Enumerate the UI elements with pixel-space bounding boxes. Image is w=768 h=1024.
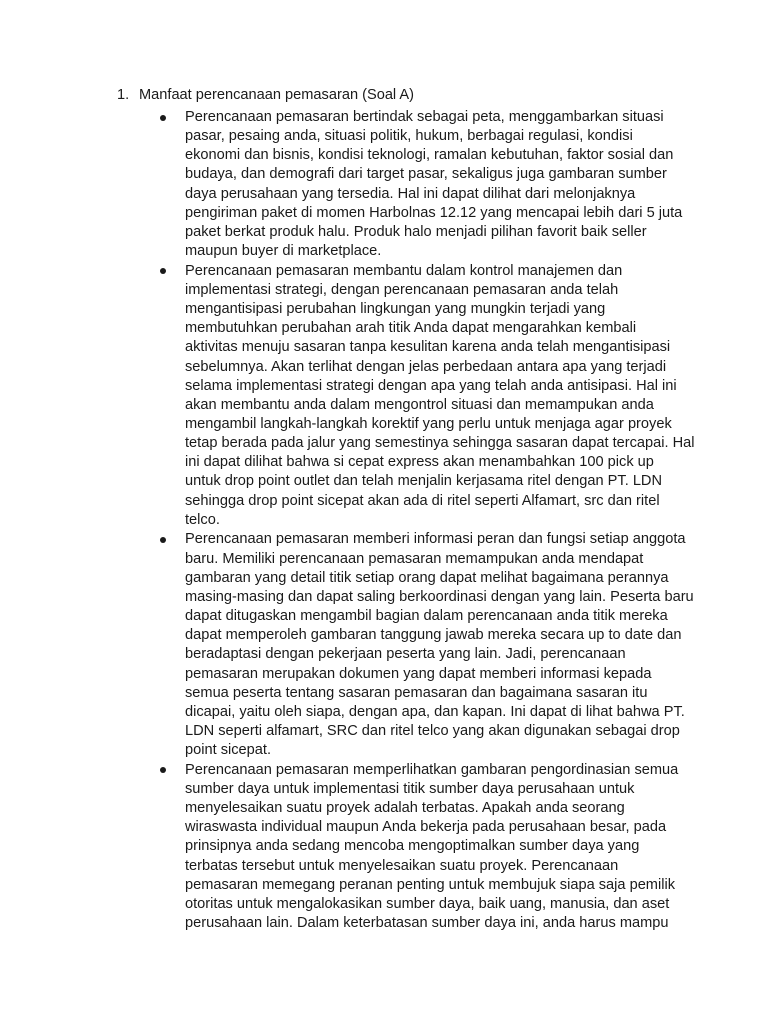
paragraph-line: aktivitas menuju sasaran tanpa kesulitan karena anda telah mengantisipasi xyxy=(185,339,671,356)
paragraph-line: beradaptasi dengan pekerjaan peserta yang lain. Jadi, perencanaan xyxy=(185,646,626,663)
bullet-list xyxy=(158,108,698,934)
paragraph-line: masing-masing dan dapat saling berkoordinasi dengan yang lain. Peserta baru xyxy=(185,588,694,605)
paragraph-line: gambaran yang detail titik setiap orang dapat melihat bagaimana perannya xyxy=(185,569,669,586)
paragraph-line: prinsipnya anda sedang mencoba mengoptimalkan sumber daya yang xyxy=(185,838,640,855)
paragraph-line: pasar, pesaing anda, situasi politik, hukum, berbagai regulasi, kondisi xyxy=(185,128,633,145)
paragraph-line: sebelumnya. Akan terlihat dengan jelas perbedaan antara apa yang terjadi xyxy=(185,358,667,375)
paragraph-line: pengiriman paket di momen Harbolnas 12.12 yang mencapai lebih dari 5 juta xyxy=(185,204,683,221)
paragraph-line: ekonomi dan bisnis, kondisi teknologi, ramalan kebutuhan, faktor sosial dan xyxy=(185,147,674,164)
list-number: 1. xyxy=(117,87,130,103)
heading-text: Manfaat perencanaan pemasaran (Soal A) xyxy=(139,87,415,103)
paragraph-line: otoritas untuk mengalokasikan sumber daya, baik uang, manusia, dan aset xyxy=(185,895,670,912)
paragraph-line: dicapai, yaitu oleh siapa, dengan apa, dan kapan. Ini dapat di lihat bahwa PT. xyxy=(185,703,685,720)
paragraph-line: dapat memperoleh gambaran tanggung jawab mereka secara up to date dan xyxy=(185,627,682,644)
paragraph-line: perusahaan lain. Dalam keterbatasan sumber daya ini, anda harus mampu xyxy=(185,915,669,932)
paragraph-line: tetap berada pada jalur yang semestinya sehingga sasaran dapat tercapai. Hal xyxy=(185,435,695,452)
paragraph-line: Perencanaan pemasaran bertindak sebagai peta, menggambarkan situasi xyxy=(185,109,664,125)
bullet-dot-icon xyxy=(160,268,166,274)
bullet-dot-icon xyxy=(160,537,166,543)
paragraph-line: budaya, dan demografi dari target pasar, sekaligus juga gambaran sumber xyxy=(185,166,667,183)
paragraph-line: maupun buyer di marketplace. xyxy=(185,243,382,260)
paragraph-line: paket berkat produk halu. Produk halo menjadi pilihan favorit baik seller xyxy=(185,223,647,240)
paragraph-line: mengambil langkah-langkah korektif yang perlu untuk menjaga agar proyek xyxy=(185,416,672,432)
paragraph-line: Perencanaan pemasaran membantu dalam kontrol manajemen dan xyxy=(185,262,623,279)
paragraph-line: akan membantu anda dalam mengontrol situasi dan memampukan anda xyxy=(185,396,654,413)
paragraph-line: pemasaran merupakan dokumen yang dapat memberi informasi kepada xyxy=(185,665,652,682)
paragraph-line: telco. xyxy=(185,511,220,528)
paragraph-line: untuk drop point outlet dan telah menjalin kerjasama ritel dengan PT. LDN xyxy=(185,473,663,490)
paragraph-line: dapat ditugaskan mengambil bagian dalam perencanaan anda titik mereka xyxy=(185,608,668,625)
paragraph-line: mengantisipasi perubahan lingkungan yang mungkin terjadi yang xyxy=(185,301,606,318)
paragraph-line: daya perusahaan yang tersedia. Hal ini dapat dilihat dari melonjaknya xyxy=(185,185,636,202)
paragraph-line: wiraswasta individual maupun Anda bekerja pada perusahaan besar, pada xyxy=(185,819,667,836)
paragraph-line: sehingga drop point sicepat akan ada di ritel seperti Alfamart, src dan ritel xyxy=(185,492,660,509)
bullet-paragraph xyxy=(158,262,698,530)
paragraph-line: Perencanaan pemasaran memperlihatkan gambaran pengordinasian semua xyxy=(185,761,679,778)
bullet-paragraph xyxy=(158,530,698,760)
paragraph-line: Perencanaan pemasaran memberi informasi peran dan fungsi setiap anggota xyxy=(185,531,686,548)
paragraph-line: semua peserta tentang sasaran pemasaran dan bagaimana sasaran itu xyxy=(185,684,648,701)
paragraph-line: membutuhkan perubahan arah titik Anda dapat mengarahkan kembali xyxy=(185,320,637,337)
bullet-dot-icon xyxy=(160,115,166,121)
paragraph-line: ini dapat dilihat bahwa si cepat express akan menambahkan 100 pick up xyxy=(185,454,654,471)
list-item-heading xyxy=(117,86,414,105)
paragraph-line: menyelesaikan suatu proyek adalah terbatas. Apakah anda seorang xyxy=(185,800,625,817)
paragraph-line: terbatas tersebut untuk menyelesaikan suatu proyek. Perencanaan xyxy=(185,857,619,874)
paragraph-line: implementasi strategi, dengan perencanaan pemasaran anda telah xyxy=(185,281,619,298)
paragraph-line: pemasaran memegang peranan penting untuk membujuk siapa saja pemilik xyxy=(185,876,675,893)
paragraph-line: selama implementasi strategi dengan apa yang telah anda antisipasi. Hal ini xyxy=(185,377,677,394)
paragraph-line: LDN seperti alfamart, SRC dan ritel telco yang akan digunakan sebagai drop xyxy=(185,723,680,739)
paragraph-line: point sicepat. xyxy=(185,742,271,759)
bullet-paragraph xyxy=(158,761,698,933)
paragraph-line: sumber daya untuk implementasi titik sumber daya perusahaan untuk xyxy=(185,780,635,797)
paragraph-line: baru. Memiliki perencanaan pemasaran memampukan anda mendapat xyxy=(185,550,644,567)
bullet-dot-icon xyxy=(160,767,166,773)
bullet-paragraph xyxy=(158,108,698,261)
